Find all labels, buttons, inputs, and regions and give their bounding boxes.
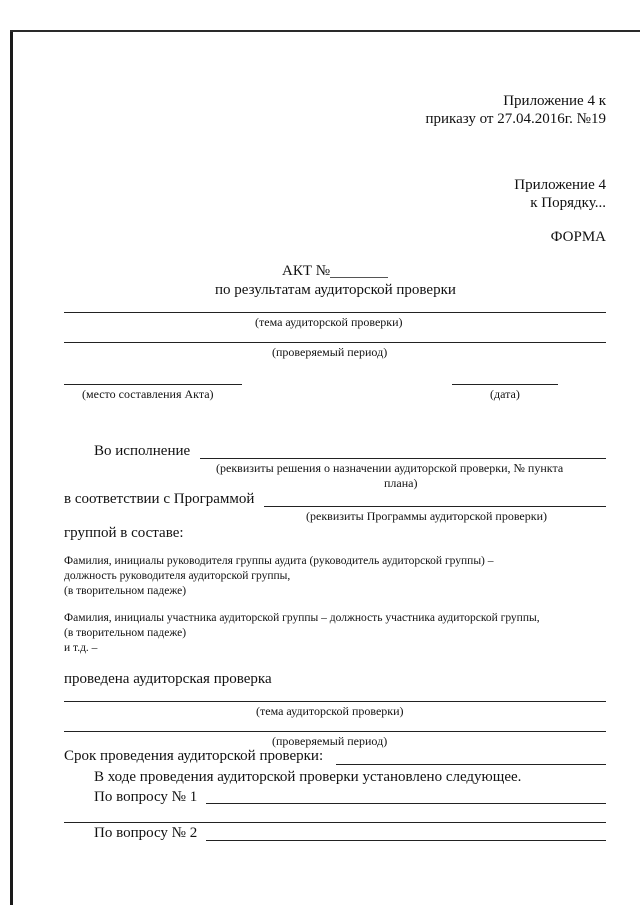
question1-extra-line <box>64 822 606 823</box>
leader-line2: должность руководителя аудиторской группы, <box>64 570 291 582</box>
leader-line3: (в творительном падеже) <box>64 585 187 597</box>
in-execution-label: Во исполнение <box>94 443 191 459</box>
period-line <box>64 342 606 343</box>
member-line3: и т.д. – <box>64 642 98 654</box>
program-line <box>264 506 606 507</box>
appendix-order-line2: приказу от 27.04.2016г. №19 <box>425 111 606 127</box>
date-caption: (дата) <box>490 387 520 401</box>
topic-caption: (тема аудиторской проверки) <box>255 315 403 329</box>
scan-edge-left <box>10 30 13 905</box>
form-label: ФОРМА <box>550 229 606 245</box>
period2-line <box>64 731 606 732</box>
act-number-line <box>330 277 388 278</box>
question1-line <box>206 803 606 804</box>
question2-line <box>206 840 606 841</box>
leader-line1: Фамилия, инициалы руководителя группы аудита (руководитель аудиторской группы) – <box>64 555 494 567</box>
appendix-order-line1: Приложение 4 к <box>503 93 606 109</box>
decision-line <box>200 458 606 459</box>
decision-caption-line2: плана) <box>384 476 418 490</box>
period-caption: (проверяемый период) <box>272 345 388 359</box>
act-number-label: АКТ № <box>282 263 331 279</box>
audit-conducted-label: проведена аудиторская проверка <box>64 671 272 687</box>
group-composition-label: группой в составе: <box>64 525 184 541</box>
findings-text: В ходе проведения аудиторской проверки установлено следующее. <box>94 769 522 785</box>
place-line <box>64 384 242 385</box>
term-line <box>336 764 606 765</box>
topic2-line <box>64 701 606 702</box>
date-line <box>452 384 558 385</box>
period2-caption: (проверяемый период) <box>272 734 388 748</box>
decision-caption-line1: (реквизиты решения о назначении аудиторской проверки, № пункта <box>216 461 564 475</box>
program-caption: (реквизиты Программы аудиторской проверки) <box>306 509 548 523</box>
place-caption: (место составления Акта) <box>82 387 214 401</box>
appendix-procedure-line1: Приложение 4 <box>514 177 606 193</box>
act-subtitle: по результатам аудиторской проверки <box>215 282 456 298</box>
according-program-label: в соответствии с Программой <box>64 491 255 507</box>
member-line2: (в творительном падеже) <box>64 627 187 639</box>
term-label: Срок проведения аудиторской проверки: <box>64 748 324 764</box>
question1-label: По вопросу № 1 <box>94 789 198 805</box>
scan-edge-top <box>10 30 640 32</box>
question2-label: По вопросу № 2 <box>94 825 198 841</box>
appendix-procedure-line2: к Порядку... <box>530 195 606 211</box>
member-line1: Фамилия, инициалы участника аудиторской группы – должность участника аудиторской группы, <box>64 612 540 624</box>
topic-line <box>64 312 606 313</box>
topic2-caption: (тема аудиторской проверки) <box>256 704 404 718</box>
